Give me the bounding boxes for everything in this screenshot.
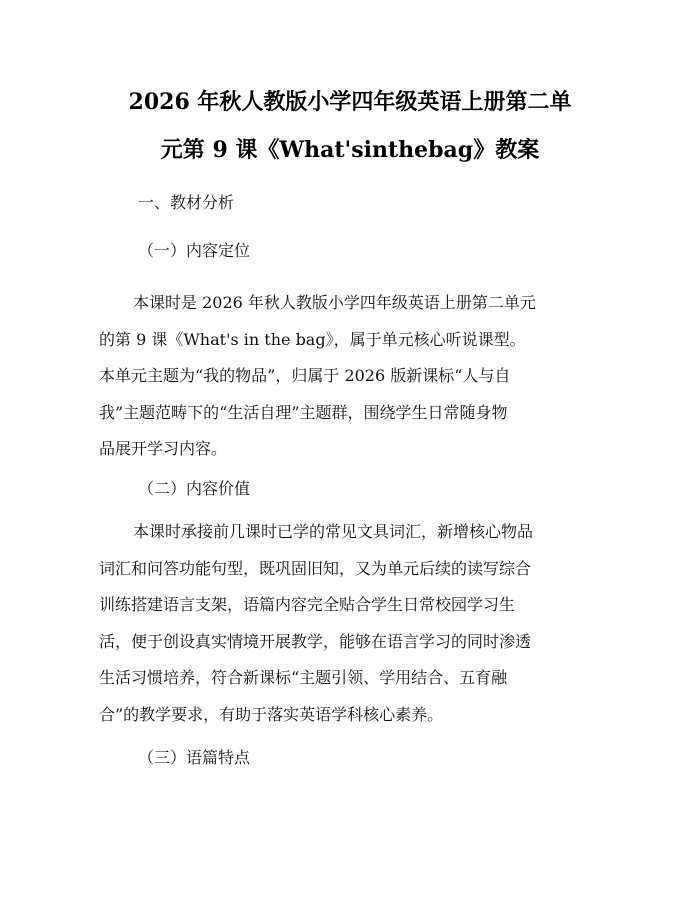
title-line-1: 2026 年秋人教版小学四年级英语上册第二单 (128, 89, 572, 115)
paragraph-line: 训练搭建语言支架，语篇内容完全贴合学生日常校园学习生 (99, 595, 516, 614)
paragraph-content-value (99, 514, 603, 733)
subsection-heading-content-value: （二）内容价值 (138, 479, 251, 498)
paragraph-line: 的第 9 课《What's in the bag》，属于单元核心听说课型。 (99, 329, 526, 349)
paragraph-line: 本课时是 2026 年秋人教版小学四年级英语上册第二单元 (133, 293, 536, 312)
paragraph-line: 活，便于创设真实情境开展教学，能够在语言学习的同时渗透 (99, 631, 532, 651)
paragraph-line: 品展开学习内容。 (99, 439, 228, 458)
paragraph-line: 本单元主题为“我的物品”，归属于 2026 版新课标“人与自 (99, 366, 511, 385)
paragraph-line: 合”的教学要求，有助于落实英语学科核心素养。 (99, 704, 444, 724)
paragraph-line: 生活习惯培养，符合新课标“主题引领、学用结合、五育融 (99, 668, 508, 687)
subsection-heading-content-positioning: （一）内容定位 (138, 241, 251, 260)
document-title (100, 78, 600, 174)
paragraph-line: 本课时承接前几课时已学的常见文具词汇，新增核心物品 (133, 522, 534, 541)
paragraph-line: 我”主题范畴下的“生活自理”主题群，围绕学生日常随身物 (99, 402, 508, 422)
title-line-2: 元第 9 课《What'sinthebag》教案 (160, 137, 540, 163)
section-heading-textbook-analysis: 一、教材分析 (138, 193, 235, 212)
paragraph-line: 词汇和问答功能句型，既巩固旧知，又为单元后续的读写综合 (99, 558, 532, 578)
subsection-heading-discourse-features: （三）语篇特点 (138, 748, 251, 767)
paragraph-content-positioning (99, 285, 603, 468)
